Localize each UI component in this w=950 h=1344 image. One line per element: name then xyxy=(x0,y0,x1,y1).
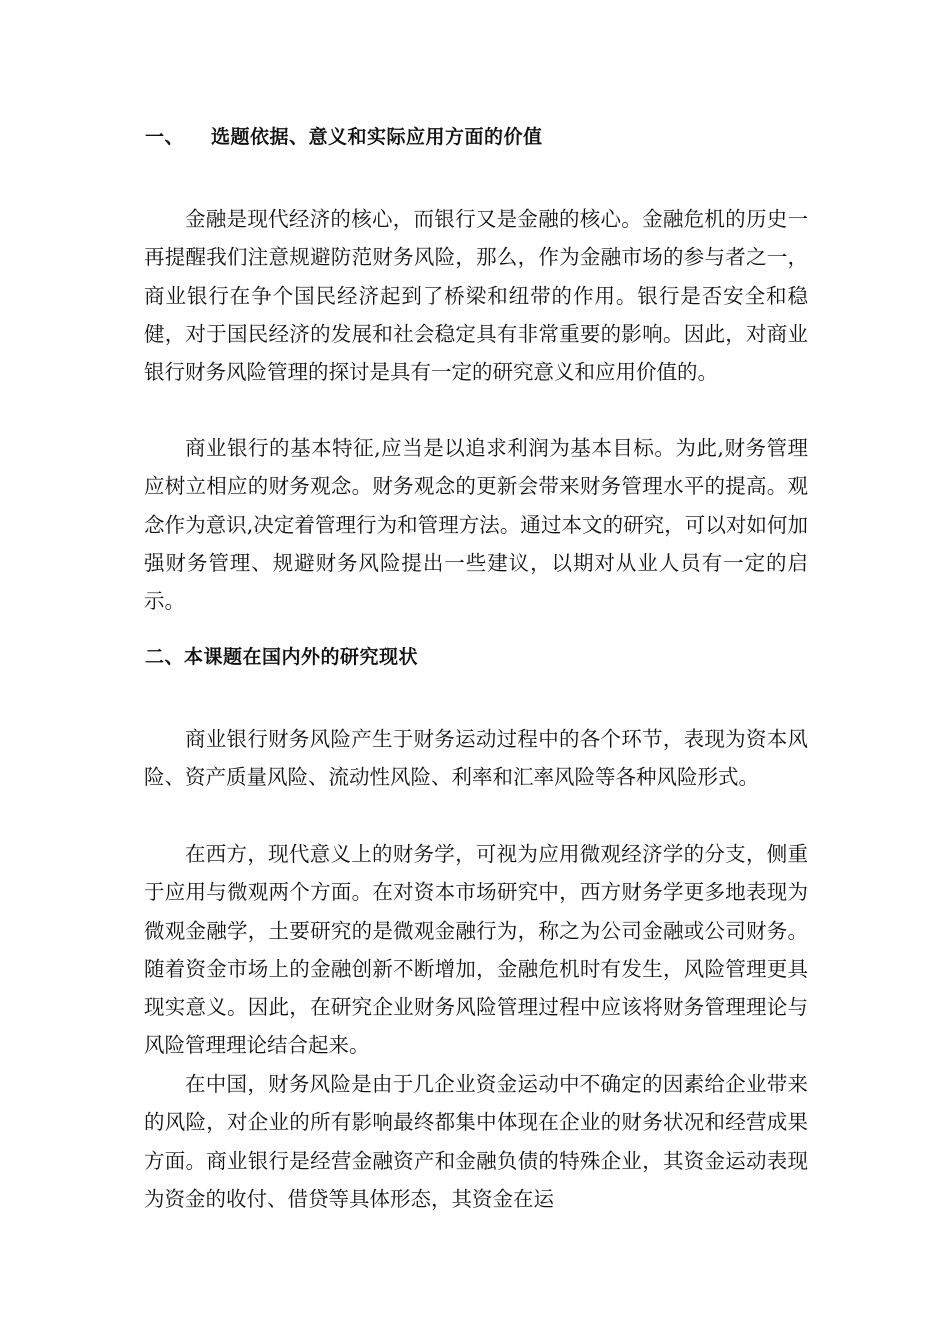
paragraph: 金融是现代经济的核心，而银行又是金融的核心。金融危机的历史一再提醒我们注意规避防范财务风险，那么，作为金融市场的参与者之一，商业银行在争个国民经济起到了桥梁和纽带的作用。银行是否安全和稳健，对于国民经济的发展和社会稳定具有非常重要的影响。因此，对商业银行财务风险管理的探讨是具有一定的研究意义和应用价值的。 xyxy=(144,207,808,385)
section-title: 选题依据、意义和实际应用方面的价值 xyxy=(211,126,543,148)
section-number: 二、 xyxy=(145,646,185,668)
section-title: 本课题在国内外的研究现状 xyxy=(184,646,419,668)
paragraph: 商业银行财务风险产生于财务运动过程中的各个环节，表现为资本风险、资产质量风险、流动性风险、利率和汇率风险等各种风险形式。 xyxy=(144,727,808,790)
section-heading-2 xyxy=(145,645,418,669)
paragraph: 在西方，现代意义上的财务学，可视为应用微观经济学的分支，侧重于应用与微观两个方面。在对资本市场研究中，西方财务学更多地表现为微观金融学，土要研究的是微观金融行为，称之为公司金融或公司财务。随着资金市场上的金融创新不断增加，金融危机时有发生，风险管理更具现实意义。因此，在研究企业财务风险管理过程中应该将财务管理理论与风险管理理论结合起来。 xyxy=(144,842,808,1058)
paragraph: 在中国，财务风险是由于几企业资金运动中不确定的因素给企业带来的风险，对企业的所有影响最终都集中体现在企业的财务状况和经营成果方面。商业银行是经营金融资产和金融负债的特殊企业，其资金运动表现为资金的收付、借贷等具体形态，其资金在运 xyxy=(144,1072,808,1211)
paragraph: 商业银行的基本特征,应当是以追求利润为基本目标。为此,财务管理应树立相应的财务观念。财务观念的更新会带来财务管理水平的提高。观念作为意识,决定着管理行为和管理方法。通过本文的研究，可以对如何加强财务管理、规避财务风险提出一些建议，以期对从业人员有一定的启示。 xyxy=(144,436,808,614)
section-heading-1 xyxy=(145,125,543,149)
section-number: 一、 xyxy=(145,126,185,148)
